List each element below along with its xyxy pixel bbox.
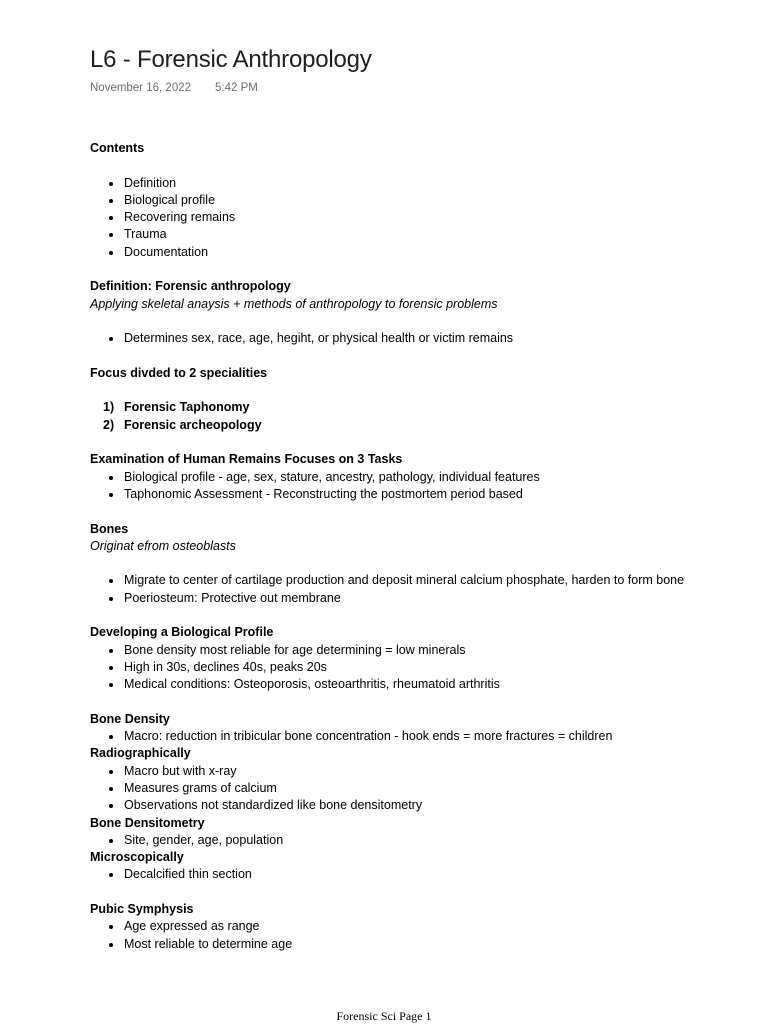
list-item: Migrate to center of cartilage production and deposit mineral calcium phosphate, harden to form bone bbox=[124, 572, 690, 589]
pubic-list bbox=[90, 918, 690, 953]
page-footer: Forensic Sci Page 1 bbox=[336, 1009, 432, 1023]
focus-heading: Focus divded to 2 specialities bbox=[90, 365, 268, 380]
list-item: Poeriosteum: Protective out membrane bbox=[124, 590, 690, 607]
page-time: 5:42 PM bbox=[215, 82, 258, 94]
definition-subtitle: Applying skeletal anaysis + methods of anthropology to forensic problems bbox=[90, 296, 498, 311]
list-item: 1) Forensic Taphonomy bbox=[103, 400, 250, 415]
list-item: Measures grams of calcium bbox=[124, 780, 690, 797]
bones-subtitle: Originat efrom osteoblasts bbox=[90, 538, 236, 553]
list-item: Medical conditions: Osteoporosis, osteoarthritis, rheumatoid arthritis bbox=[124, 676, 690, 693]
microscopically-list bbox=[90, 866, 690, 883]
radiographically-heading: Radiographically bbox=[90, 746, 191, 761]
list-item: Site, gender, age, population bbox=[124, 832, 690, 849]
radiographically-list bbox=[90, 763, 690, 815]
list-item: 2) Forensic archeopology bbox=[103, 417, 262, 432]
list-item: Most reliable to determine age bbox=[124, 936, 690, 953]
list-item: Macro but with x-ray bbox=[124, 763, 690, 780]
list-item: Recovering remains bbox=[124, 209, 690, 226]
list-item: Trauma bbox=[124, 226, 690, 243]
list-item: Definition bbox=[124, 175, 690, 192]
list-item: Bone density most reliable for age determining = low minerals bbox=[124, 642, 690, 659]
contents-list bbox=[90, 175, 690, 261]
definition-heading: Definition: Forensic anthropology bbox=[90, 279, 291, 294]
list-item: Documentation bbox=[124, 244, 690, 261]
bones-heading: Bones bbox=[90, 521, 129, 536]
bone-density-heading: Bone Density bbox=[90, 711, 170, 726]
densitometry-list bbox=[90, 832, 690, 849]
list-item: Determines sex, race, age, hegiht, or physical health or victim remains bbox=[124, 330, 690, 347]
list-item: Taphonomic Assessment - Reconstructing the postmortem period based bbox=[124, 486, 690, 503]
page-meta bbox=[90, 82, 258, 94]
list-item: Biological profile - age, sex, stature, ancestry, pathology, individual features bbox=[124, 469, 690, 486]
note-body[interactable] bbox=[90, 140, 690, 953]
bio-profile-heading: Developing a Biological Profile bbox=[90, 625, 274, 640]
list-item: Age expressed as range bbox=[124, 918, 690, 935]
bone-density-list bbox=[90, 728, 690, 745]
list-item: High in 30s, declines 40s, peaks 20s bbox=[124, 659, 690, 676]
pubic-heading: Pubic Symphysis bbox=[90, 902, 194, 917]
contents-heading: Contents bbox=[90, 141, 145, 155]
examination-heading: Examination of Human Remains Focuses on 3 Tasks bbox=[90, 452, 403, 467]
examination-list bbox=[90, 469, 690, 504]
page-date: November 16, 2022 bbox=[90, 82, 192, 94]
list-item: Macro: reduction in tribicular bone concentration - hook ends = more fractures = children bbox=[124, 728, 690, 745]
densitometry-heading: Bone Densitometry bbox=[90, 815, 205, 830]
focus-list bbox=[90, 399, 690, 434]
list-item: Decalcified thin section bbox=[124, 866, 690, 883]
page-title: L6 - Forensic Anthropology bbox=[90, 46, 372, 73]
definition-list bbox=[90, 330, 690, 347]
list-item: Biological profile bbox=[124, 192, 690, 209]
bio-profile-list bbox=[90, 642, 690, 694]
microscopically-heading: Microscopically bbox=[90, 850, 184, 865]
bones-list bbox=[90, 572, 690, 607]
list-item: Observations not standardized like bone densitometry bbox=[124, 797, 690, 814]
